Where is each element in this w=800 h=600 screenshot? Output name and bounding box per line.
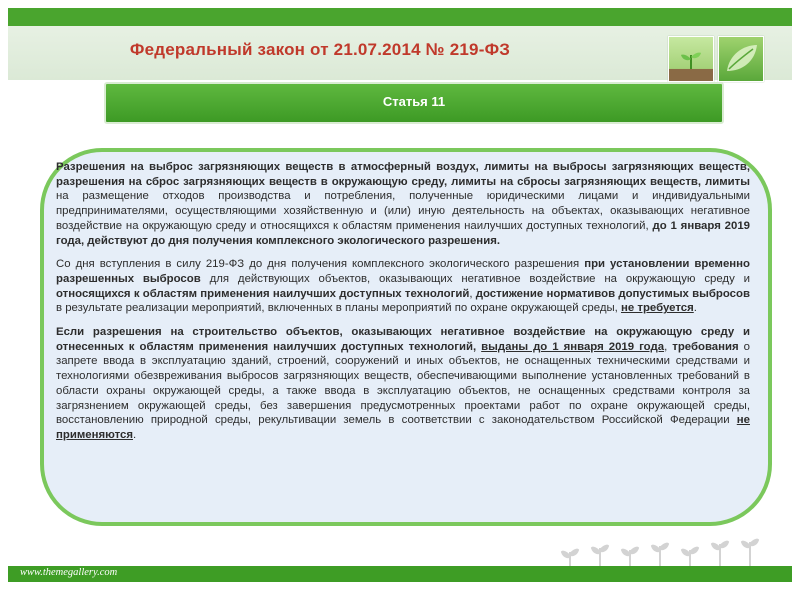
emphasis-run: Разрешения на выброс загрязняющих веществ в атмосферный воздух, лимиты на выбросы загрязняющих веществ, разрешения на сброс загрязняющих веществ в окружающую среду, лимиты на сбросы загрязняющих веществ, лимиты <box>56 161 750 188</box>
slide-title: Федеральный закон от 21.07.2014 № 219-ФЗ <box>129 40 511 59</box>
text-run: Со дня вступления в силу 219-ФЗ до дня получения комплексного экологического разрешения <box>56 258 585 271</box>
emphasis-underlined-run: не применяются <box>56 414 750 441</box>
text-run: . <box>693 302 697 315</box>
emphasis-run: относящихся к областям применения наилучших доступных технологий <box>56 287 470 300</box>
text-run: на размещение отходов производства и потребления, полученные юридическими лицами и индивидуальными предпринимателями, осуществляющими хозяйственную и (или) иную деятельность на объектах, оказывающих негативное воздействие на окружающую среду и относящихся к областям применения наилучших доступных технологий, <box>56 190 750 232</box>
paragraph <box>56 325 750 443</box>
leaf-icon <box>718 36 764 82</box>
emphasis-run: достижение нормативов допустимых выбросов <box>475 287 750 300</box>
text-run: , <box>664 340 673 353</box>
emphasis-run: при установлении временно разрешенных выбросов <box>56 258 750 285</box>
text-run: , <box>469 287 476 300</box>
text-run: . <box>132 428 137 441</box>
seedling-row-icon <box>560 530 780 570</box>
footer-bar <box>8 566 792 582</box>
text-run: в результате реализации мероприятий, включенных в планы мероприятий по охране окружающей среды, <box>56 302 621 315</box>
content-text <box>56 160 750 452</box>
subheader-title: Статья 11 <box>382 94 446 109</box>
emphasis-underlined-run: выданы до 1 января 2019 года <box>481 340 665 353</box>
emphasis-run: до 1 января 2019 года, действуют до дня получения комплексного экологического разрешения. <box>56 219 750 247</box>
emphasis-run: Если разрешения на строительство объектов, оказывающих негативное воздействие на окружающую среду и отнесенных к областям применения наилучших доступных технологий, <box>56 326 750 353</box>
text-run: о запрете ввода в эксплуатацию зданий, строений, сооружений и иных объектов, не оснащенных техническими средствами и технологиями обезвреживания выбросов загрязняющих веществ, обеспечивающими выполнение установленных требований в области охраны окружающей среды, а также ввода в эксплуатацию объектов, не оснащенных средствами контроля за загрязнением окружающей среды, без завершения предусмотренных проектами работ по охране окружающей среды, восстановлению природной среды, рекультивации земель в соответствии с законодательством Российской Федерации <box>56 340 751 427</box>
emphasis-run: требования <box>672 340 739 353</box>
subheader-bar <box>104 82 724 124</box>
paragraph <box>56 160 750 248</box>
top-stripe <box>8 8 792 26</box>
emphasis-underlined-run: не требуется <box>621 302 694 315</box>
sprout-soil-icon <box>668 36 714 82</box>
text-run: для действующих объектов, оказывающих негативное воздействие на окружающую среду и <box>200 272 750 285</box>
footer-url[interactable]: www.themegallery.com <box>20 567 118 578</box>
paragraph <box>56 257 750 316</box>
